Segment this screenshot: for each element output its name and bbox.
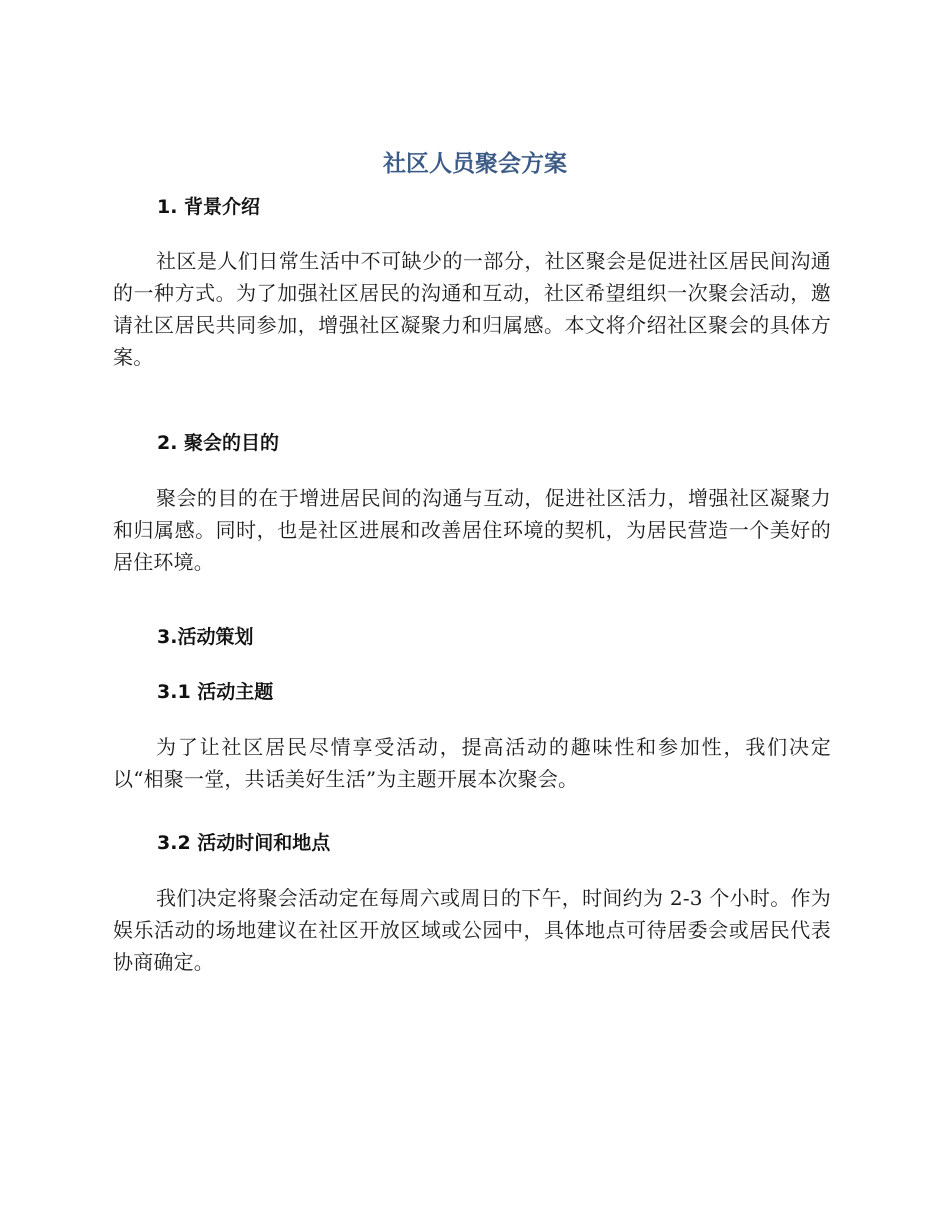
section-heading-time-place: 3.2 活动时间和地点 <box>157 832 331 854</box>
section-paragraph-time-place: 我们决定将聚会活动定在每周六或周日的下午，时间约为 2-3 个小时。作为娱乐活动的场地建议在社区开放区域或公园中，具体地点可待居委会或居民代表协商确定。 <box>113 886 831 974</box>
section-heading-theme: 3.1 活动主题 <box>157 681 274 703</box>
section-heading-purpose: 2. 聚会的目的 <box>157 432 280 454</box>
section-heading-background: 1. 背景介绍 <box>157 196 261 218</box>
document-title: 社区人员聚会方案 <box>383 151 567 177</box>
section-paragraph-background: 社区是人们日常生活中不可缺少的一部分，社区聚会是促进社区居民间沟通的一种方式。为了加强社区居民的沟通和互动，社区希望组织一次聚会活动，邀请社区居民共同参加，增强社区凝聚力和归属感。本文将介绍社区聚会的具体方案。 <box>113 249 831 369</box>
section-heading-planning: 3.活动策划 <box>157 626 254 648</box>
section-paragraph-purpose: 聚会的目的在于增进居民间的沟通与互动，促进社区活力，增强社区凝聚力和归属感。同时，也是社区进展和改善居住环境的契机，为居民营造一个美好的居住环境。 <box>113 486 831 574</box>
section-paragraph-theme: 为了让社区居民尽情享受活动，提高活动的趣味性和参加性，我们决定以“相聚一堂，共话美好生活”为主题开展本次聚会。 <box>113 735 831 791</box>
